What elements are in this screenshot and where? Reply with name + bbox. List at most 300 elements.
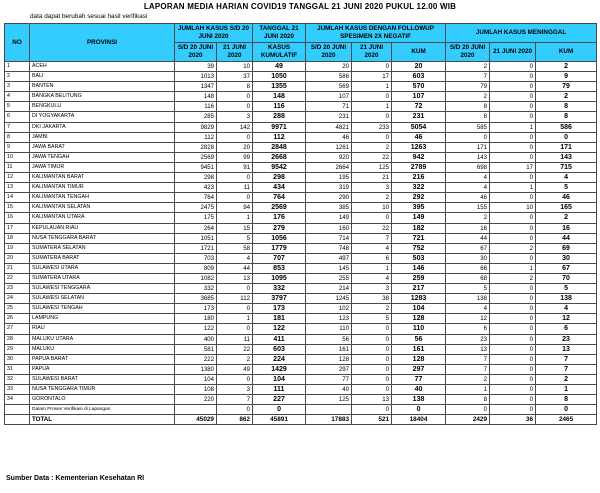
total-followup-sd20: 17883: [306, 415, 352, 425]
row-deaths-kum: 8: [536, 102, 597, 112]
row-deaths-21juni: 0: [490, 193, 536, 203]
header-deaths-sd20: S/D 20 JUNI 2020: [446, 43, 490, 62]
row-followup-sd20: 920: [306, 152, 352, 162]
row-cases-sd20: 1347: [175, 82, 217, 92]
row-cases-21juni: 0: [217, 102, 253, 112]
row-no: 11: [5, 162, 30, 172]
table-row: [5, 304, 597, 314]
row-cases-sd20: 180: [175, 314, 217, 324]
row-deaths-21juni: 0: [490, 374, 536, 384]
row-followup-21juni: 17: [352, 72, 392, 82]
row-cases-kumulatif: 2668: [253, 152, 306, 162]
row-followup-21juni: 22: [352, 152, 392, 162]
table-row: [5, 203, 597, 213]
row-no: 29: [5, 344, 30, 354]
row-followup-kum: 942: [392, 152, 446, 162]
table-row: [5, 112, 597, 122]
row-no: 27: [5, 324, 30, 334]
row-deaths-21juni: 0: [490, 344, 536, 354]
row-followup-21juni: 0: [352, 374, 392, 384]
row-no: 26: [5, 314, 30, 324]
row-provinsi: DKI JAKARTA: [30, 122, 175, 132]
row-cases-kumulatif: 9971: [253, 122, 306, 132]
row-cases-21juni: 11: [217, 183, 253, 193]
row-followup-21juni: 1: [352, 263, 392, 273]
row-followup-21juni: 5: [352, 314, 392, 324]
row-followup-sd20: 255: [306, 273, 352, 283]
row-followup-21juni: 6: [352, 253, 392, 263]
table-body: [5, 62, 597, 415]
row-followup-21juni: 0: [352, 344, 392, 354]
row-cases-21juni: 1: [217, 213, 253, 223]
row-cases-kumulatif: 3797: [253, 294, 306, 304]
table-row: [5, 263, 597, 273]
row-followup-sd20: 20: [306, 62, 352, 72]
table-row: [5, 82, 597, 92]
row-no: 34: [5, 395, 30, 405]
row-cases-kumulatif: 173: [253, 304, 306, 314]
row-deaths-21juni: 0: [490, 102, 536, 112]
row-followup-sd20: 2664: [306, 162, 352, 172]
row-followup-sd20: 71: [306, 102, 352, 112]
row-deaths-sd20: 68: [446, 273, 490, 283]
row-followup-kum: 322: [392, 183, 446, 193]
row-cases-kumulatif: 181: [253, 314, 306, 324]
row-no: 12: [5, 173, 30, 183]
row-cases-kumulatif: 176: [253, 213, 306, 223]
row-followup-sd20: 748: [306, 243, 352, 253]
row-deaths-kum: 0: [536, 405, 597, 415]
row-deaths-kum: 69: [536, 243, 597, 253]
row-deaths-sd20: 2: [446, 374, 490, 384]
row-deaths-21juni: 0: [490, 92, 536, 102]
table-row: [5, 142, 597, 152]
row-cases-21juni: 58: [217, 243, 253, 253]
row-provinsi: SULAWESI BARAT: [30, 374, 175, 384]
row-deaths-kum: 143: [536, 152, 597, 162]
table-row: [5, 132, 597, 142]
row-cases-21juni: 1: [217, 314, 253, 324]
row-no: 9: [5, 142, 30, 152]
row-cases-sd20: 2828: [175, 142, 217, 152]
header-cases-21juni: 21 JUNI 2020: [217, 43, 253, 62]
row-provinsi: KEPULAUAN RIAU: [30, 223, 175, 233]
row-deaths-21juni: 17: [490, 162, 536, 172]
row-deaths-sd20: 13: [446, 344, 490, 354]
row-deaths-sd20: 4: [446, 183, 490, 193]
total-cases-sd20: 45029: [175, 415, 217, 425]
row-cases-21juni: 13: [217, 273, 253, 283]
row-deaths-21juni: 0: [490, 334, 536, 344]
header-row-1: [5, 24, 597, 43]
row-followup-kum: 5054: [392, 122, 446, 132]
row-followup-kum: 40: [392, 385, 446, 395]
table-row: [5, 314, 597, 324]
row-followup-kum: 104: [392, 304, 446, 314]
row-cases-sd20: 1051: [175, 233, 217, 243]
row-deaths-21juni: 0: [490, 304, 536, 314]
row-cases-kumulatif: 112: [253, 132, 306, 142]
row-deaths-kum: 7: [536, 364, 597, 374]
row-provinsi: JAMBI: [30, 132, 175, 142]
row-deaths-kum: 2: [536, 92, 597, 102]
table-row: [5, 102, 597, 112]
header-followup-21juni: 21 JUNI 2020: [352, 43, 392, 62]
row-deaths-kum: 586: [536, 122, 597, 132]
row-cases-kumulatif: 707: [253, 253, 306, 263]
row-no: 32: [5, 374, 30, 384]
row-followup-21juni: 0: [352, 405, 392, 415]
row-followup-sd20: 214: [306, 284, 352, 294]
row-deaths-kum: 2: [536, 213, 597, 223]
row-cases-kumulatif: 2848: [253, 142, 306, 152]
row-provinsi: DI YOGYAKARTA: [30, 112, 175, 122]
total-cases-kumulatif: 45891: [253, 415, 306, 425]
row-cases-sd20: 116: [175, 102, 217, 112]
row-deaths-21juni: 0: [490, 132, 536, 142]
row-followup-sd20: 56: [306, 334, 352, 344]
row-followup-kum: 46: [392, 132, 446, 142]
row-followup-kum: 231: [392, 112, 446, 122]
row-deaths-21juni: 0: [490, 173, 536, 183]
row-followup-sd20: 123: [306, 314, 352, 324]
row-provinsi: SULAWESI TENGGARA: [30, 284, 175, 294]
table-row: [5, 284, 597, 294]
row-deaths-sd20: 30: [446, 253, 490, 263]
row-cases-21juni: 3: [217, 112, 253, 122]
row-cases-sd20: 764: [175, 193, 217, 203]
row-cases-sd20: 581: [175, 344, 217, 354]
row-deaths-21juni: 0: [490, 213, 536, 223]
row-followup-21juni: 0: [352, 62, 392, 72]
row-no: 20: [5, 253, 30, 263]
row-deaths-21juni: 0: [490, 152, 536, 162]
row-deaths-sd20: 143: [446, 152, 490, 162]
row-followup-sd20: 290: [306, 193, 352, 203]
row-followup-sd20: 4821: [306, 122, 352, 132]
row-no: 24: [5, 294, 30, 304]
row-followup-sd20: 714: [306, 233, 352, 243]
row-deaths-sd20: 2: [446, 62, 490, 72]
row-deaths-kum: 23: [536, 334, 597, 344]
row-provinsi: NUSA TENGGARA BARAT: [30, 233, 175, 243]
row-deaths-21juni: 1: [490, 122, 536, 132]
row-cases-sd20: 3685: [175, 294, 217, 304]
row-provinsi: SULAWESI TENGAH: [30, 304, 175, 314]
row-cases-sd20: 9829: [175, 122, 217, 132]
row-cases-kumulatif: 49: [253, 62, 306, 72]
row-cases-sd20: 298: [175, 173, 217, 183]
row-no: 2: [5, 72, 30, 82]
row-followup-sd20: 160: [306, 223, 352, 233]
row-cases-21juni: 0: [217, 324, 253, 334]
row-followup-kum: 1263: [392, 142, 446, 152]
row-cases-kumulatif: 603: [253, 344, 306, 354]
row-no: 5: [5, 102, 30, 112]
row-deaths-21juni: 1: [490, 263, 536, 273]
row-deaths-sd20: 66: [446, 263, 490, 273]
row-provinsi: SUMATERA UTARA: [30, 273, 175, 283]
row-no: [5, 405, 30, 415]
table-row: [5, 273, 597, 283]
row-followup-sd20: 385: [306, 203, 352, 213]
row-deaths-21juni: 0: [490, 142, 536, 152]
row-deaths-kum: 79: [536, 82, 597, 92]
row-deaths-sd20: 4: [446, 173, 490, 183]
row-cases-21juni: 0: [217, 173, 253, 183]
source-note: Sumber Data : Kementerian Kesehatan RI: [6, 475, 145, 482]
row-followup-sd20: 110: [306, 324, 352, 334]
total-deaths-21juni: 36: [490, 415, 536, 425]
row-no: 23: [5, 284, 30, 294]
row-no: 16: [5, 213, 30, 223]
row-cases-21juni: 0: [217, 132, 253, 142]
row-followup-kum: 146: [392, 263, 446, 273]
row-deaths-21juni: 0: [490, 385, 536, 395]
row-cases-21juni: 0: [217, 405, 253, 415]
row-cases-21juni: 20: [217, 142, 253, 152]
table-row: [5, 193, 597, 203]
row-deaths-21juni: 0: [490, 324, 536, 334]
row-cases-sd20: 108: [175, 385, 217, 395]
row-cases-sd20: 332: [175, 284, 217, 294]
row-cases-sd20: 264: [175, 223, 217, 233]
table-row: [5, 152, 597, 162]
row-deaths-sd20: 698: [446, 162, 490, 172]
table-row: [5, 243, 597, 253]
row-followup-kum: 292: [392, 193, 446, 203]
covid-report-table: [4, 23, 597, 425]
header-deaths-21juni: 21 JUNI 2020: [490, 43, 536, 62]
row-cases-kumulatif: 122: [253, 324, 306, 334]
row-cases-sd20: 703: [175, 253, 217, 263]
row-cases-kumulatif: 148: [253, 92, 306, 102]
row-cases-kumulatif: 1779: [253, 243, 306, 253]
row-no: 31: [5, 364, 30, 374]
table-row: [5, 385, 597, 395]
row-deaths-21juni: 0: [490, 62, 536, 72]
row-deaths-kum: 44: [536, 233, 597, 243]
row-cases-sd20: 423: [175, 183, 217, 193]
table-row: [5, 122, 597, 132]
row-cases-sd20: 1013: [175, 72, 217, 82]
total-label: TOTAL: [30, 415, 175, 425]
row-cases-21juni: 91: [217, 162, 253, 172]
row-followup-sd20: 128: [306, 354, 352, 364]
row-cases-21juni: 0: [217, 284, 253, 294]
row-followup-21juni: 38: [352, 294, 392, 304]
row-followup-21juni: 0: [352, 112, 392, 122]
row-cases-sd20: 400: [175, 334, 217, 344]
table-row: [5, 183, 597, 193]
row-followup-21juni: 4: [352, 243, 392, 253]
row-no: 1: [5, 62, 30, 72]
row-cases-kumulatif: 1056: [253, 233, 306, 243]
row-cases-kumulatif: 411: [253, 334, 306, 344]
row-cases-21juni: 15: [217, 223, 253, 233]
report-subtitle: data dapat berubah sesuai hasil verifikasi: [30, 13, 148, 20]
row-deaths-sd20: 138: [446, 294, 490, 304]
row-followup-kum: 56: [392, 334, 446, 344]
row-no: 18: [5, 233, 30, 243]
row-cases-sd20: 220: [175, 395, 217, 405]
row-followup-21juni: 0: [352, 324, 392, 334]
row-cases-sd20: 148: [175, 92, 217, 102]
row-cases-sd20: 112: [175, 132, 217, 142]
row-provinsi: BANGKA BELITUNG: [30, 92, 175, 102]
row-followup-kum: 1283: [392, 294, 446, 304]
row-deaths-kum: 12: [536, 314, 597, 324]
row-deaths-kum: 171: [536, 142, 597, 152]
row-deaths-sd20: 0: [446, 405, 490, 415]
row-deaths-kum: 5: [536, 183, 597, 193]
row-followup-sd20: 161: [306, 344, 352, 354]
row-followup-kum: 259: [392, 273, 446, 283]
header-no: NO: [5, 24, 30, 62]
row-followup-kum: 161: [392, 344, 446, 354]
row-cases-kumulatif: 224: [253, 354, 306, 364]
row-deaths-21juni: 0: [490, 112, 536, 122]
table-row: [5, 324, 597, 334]
total-followup-21juni: 521: [352, 415, 392, 425]
row-followup-21juni: 2: [352, 142, 392, 152]
row-deaths-sd20: 67: [446, 243, 490, 253]
row-provinsi: BALI: [30, 72, 175, 82]
row-deaths-kum: 1: [536, 385, 597, 395]
row-deaths-kum: 0: [536, 132, 597, 142]
row-deaths-sd20: 44: [446, 233, 490, 243]
row-cases-kumulatif: 434: [253, 183, 306, 193]
row-cases-sd20: 1380: [175, 364, 217, 374]
row-no: 6: [5, 112, 30, 122]
row-no: 14: [5, 193, 30, 203]
row-provinsi: JAWA TENGAH: [30, 152, 175, 162]
total-deaths-sd20: 2429: [446, 415, 490, 425]
header-provinsi: PROVINSI: [30, 24, 175, 62]
row-provinsi: BENGKULU: [30, 102, 175, 112]
row-cases-sd20: 2475: [175, 203, 217, 213]
row-deaths-sd20: 2: [446, 213, 490, 223]
row-deaths-21juni: 0: [490, 395, 536, 405]
row-followup-kum: 77: [392, 374, 446, 384]
row-cases-21juni: 0: [217, 193, 253, 203]
row-no: 3: [5, 82, 30, 92]
row-followup-kum: 72: [392, 102, 446, 112]
row-followup-sd20: 586: [306, 72, 352, 82]
table-row: [5, 92, 597, 102]
row-followup-kum: 182: [392, 223, 446, 233]
row-followup-21juni: 0: [352, 132, 392, 142]
row-followup-sd20: 1261: [306, 142, 352, 152]
row-cases-sd20: 104: [175, 374, 217, 384]
row-cases-21juni: 5: [217, 233, 253, 243]
row-provinsi: ACEH: [30, 62, 175, 72]
row-cases-kumulatif: 1355: [253, 82, 306, 92]
table-row: [5, 62, 597, 72]
header-followup: JUMLAH KASUS DENGAN FOLLOWUP SPESIMEN 2X NEGATIF: [306, 24, 446, 43]
row-cases-21juni: 0: [217, 374, 253, 384]
row-deaths-kum: 30: [536, 253, 597, 263]
row-cases-kumulatif: 853: [253, 263, 306, 273]
header-deaths-kum: KUM: [536, 43, 597, 62]
row-deaths-kum: 46: [536, 193, 597, 203]
row-deaths-21juni: 0: [490, 284, 536, 294]
row-followup-sd20: 46: [306, 132, 352, 142]
report-title: LAPORAN MEDIA HARIAN COVID19 TANGGAL 21 JUNI 2020 PUKUL 12.00 WIB: [143, 2, 457, 11]
table-row: [5, 374, 597, 384]
row-deaths-sd20: 585: [446, 122, 490, 132]
row-no: 30: [5, 354, 30, 364]
row-followup-kum: 128: [392, 354, 446, 364]
row-deaths-kum: 70: [536, 273, 597, 283]
row-cases-kumulatif: 1095: [253, 273, 306, 283]
row-cases-21juni: 22: [217, 344, 253, 354]
row-provinsi: GORONTALO: [30, 395, 175, 405]
total-no: [5, 415, 30, 425]
row-cases-kumulatif: 0: [253, 405, 306, 415]
row-deaths-kum: 715: [536, 162, 597, 172]
row-followup-21juni: 2: [352, 304, 392, 314]
row-followup-21juni: 0: [352, 92, 392, 102]
row-provinsi: MALUKU UTARA: [30, 334, 175, 344]
table-row: [5, 213, 597, 223]
table-row: [5, 223, 597, 233]
table-row: [5, 354, 597, 364]
row-deaths-sd20: 1: [446, 385, 490, 395]
header-cases-sd20: S/D 20 JUNI 2020: [175, 43, 217, 62]
row-no: 13: [5, 183, 30, 193]
row-followup-21juni: 0: [352, 213, 392, 223]
row-cases-21juni: 3: [217, 385, 253, 395]
row-deaths-sd20: 8: [446, 102, 490, 112]
row-followup-kum: 128: [392, 314, 446, 324]
row-provinsi: MALUKU: [30, 344, 175, 354]
row-followup-21juni: 10: [352, 203, 392, 213]
row-followup-kum: 149: [392, 213, 446, 223]
row-followup-kum: 721: [392, 233, 446, 243]
row-provinsi: KALIMANTAN TIMUR: [30, 183, 175, 193]
row-followup-kum: 503: [392, 253, 446, 263]
row-deaths-21juni: 0: [490, 294, 536, 304]
row-followup-21juni: 0: [352, 385, 392, 395]
row-cases-21juni: 11: [217, 334, 253, 344]
row-deaths-sd20: 7: [446, 72, 490, 82]
row-no: 15: [5, 203, 30, 213]
row-deaths-kum: 4: [536, 173, 597, 183]
row-followup-kum: 107: [392, 92, 446, 102]
row-cases-21juni: 44: [217, 263, 253, 273]
row-cases-kumulatif: 1050: [253, 72, 306, 82]
header-tanggal-21: TANGGAL 21 JUNI 2020: [253, 24, 306, 43]
row-followup-kum: 20: [392, 62, 446, 72]
row-followup-sd20: 149: [306, 213, 352, 223]
row-provinsi: SULAWESI SELATAN: [30, 294, 175, 304]
row-cases-kumulatif: 9542: [253, 162, 306, 172]
row-followup-21juni: 7: [352, 233, 392, 243]
row-deaths-kum: 138: [536, 294, 597, 304]
row-deaths-21juni: 0: [490, 82, 536, 92]
row-deaths-kum: 8: [536, 395, 597, 405]
row-provinsi: LAMPUNG: [30, 314, 175, 324]
row-provinsi: RIAU: [30, 324, 175, 334]
row-deaths-21juni: 0: [490, 223, 536, 233]
row-followup-21juni: 1: [352, 82, 392, 92]
row-followup-kum: 395: [392, 203, 446, 213]
row-followup-sd20: 125: [306, 395, 352, 405]
row-provinsi: NUSA TENGGARA TIMUR: [30, 385, 175, 395]
row-no: 28: [5, 334, 30, 344]
row-provinsi: SULAWESI UTARA: [30, 263, 175, 273]
